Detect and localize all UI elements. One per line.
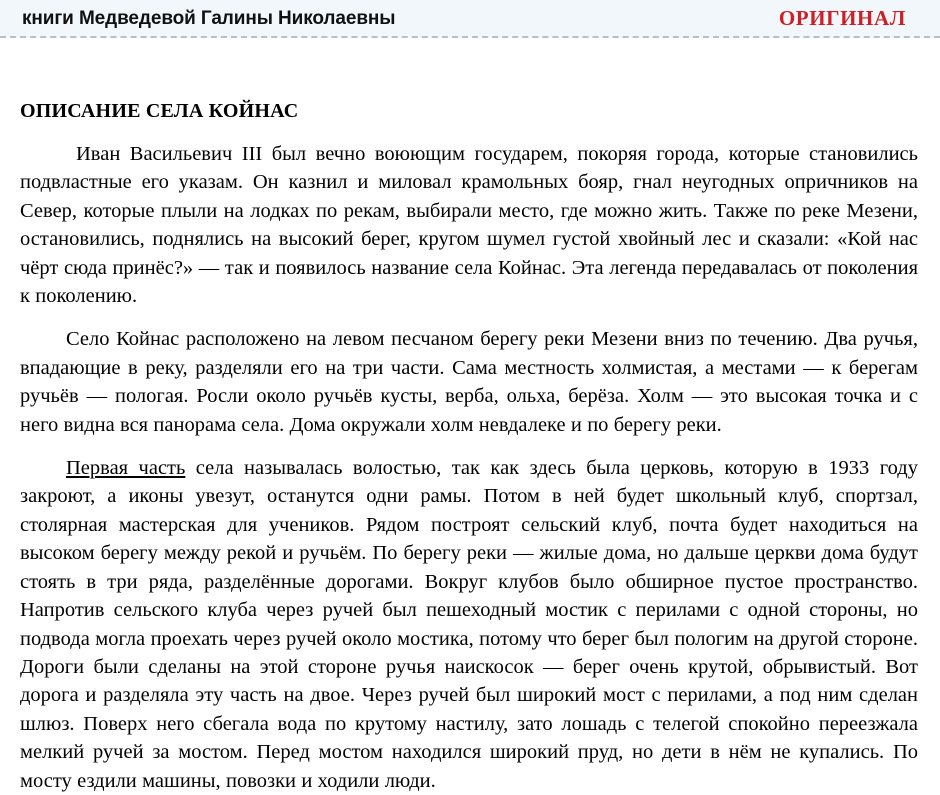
paragraph-2: Село Койнас расположено на левом песчаном берегу реки Мезени вниз по течению. Два ручья, впадающие в реку, разделяли его на три части. Сама местность холмистая, а местами — к берегам ручьёв — пологая. Росли около ручьёв кусты, верба, ольха, берёза. Холм — это высокая точка и с него видна вся панорама села. Дома окружали холм невдалеке и по берегу реки.: [20, 328, 918, 436]
paragraph-3-lead: Первая часть: [66, 457, 186, 480]
site-title: книги Медведевой Галины Николаевны: [22, 7, 396, 29]
article-content: [20, 140, 918, 795]
page-header: [0, 0, 940, 38]
status-badge-original: ОРИГИНАЛ: [778, 5, 906, 30]
document-body: [0, 100, 940, 795]
page-title: ОПИСАНИЕ СЕЛА КОЙНАС: [20, 100, 299, 122]
paragraph-3: [20, 454, 918, 795]
paragraph-1: Иван Васильевич III был вечно воюющим государем, покоряя города, которые становились подвластные его указам. Он казнил и миловал крамольных бояр, гнал неугодных опричников на Север, которые плыли на лодках по рекам, выбирали место, где можно жить. Также по реке Мезени, остановились, поднялись на высокий берег, кругом шумел густой хвойный лес и сказали: «Кой нас чёрт сюда принёс?» — так и появилось название села Койнас. Эта легенда передавалась от поколения к поколению.: [20, 143, 918, 308]
paragraph-3-text: села называлась волостью, так как здесь была церковь, которую в 1933 году закроют, а иконы увезут, останутся одни рамы. Потом в ней будет школьный клуб, спортзал, столярная мастерская для учеников. Рядом построят сельский клуб, почта будет находиться на высоком берегу между рекой и ручьём. По берегу реки — жилые дома, но дальше церкви дома будут стоять в три ряда, разделённые дорогами. Вокруг клубов было обширное пустое пространство. Напротив сельского клуба через ручей был пешеходный мостик с перилами с одной стороны, но подвода могла проехать через ручей около мостика, потому что берег был пологим на другой стороне. Дороги были сделаны на этой стороне ручья наискосок — берег очень крутой, обрывистый. Вот дорога и разделяла эту часть на двое. Через ручей был широкий мост с перилами, а под ним сделан шлюз. Поверх него сбегала вода по крутому настилу, зато лошадь с телегой спокойно переезжала мелкий ручей за мостом. Перед мостом находился широкий пруд, но дети в нём не купались. По мосту ездили машины, повозки и ходили люди.: [20, 457, 918, 792]
